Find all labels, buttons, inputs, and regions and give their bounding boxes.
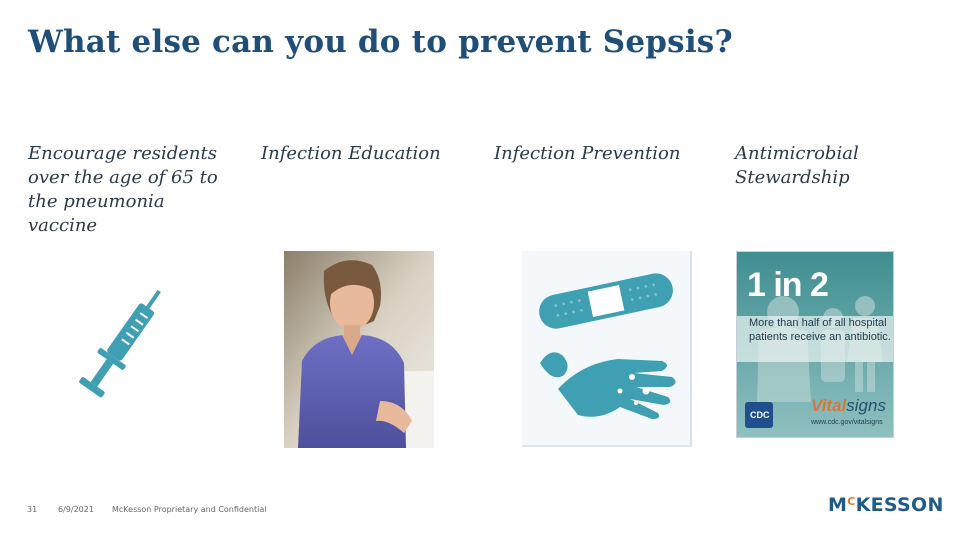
cdc-vitalsigns-poster [736,251,894,438]
logo-sup: C [847,495,856,508]
footer-date: 6/9/2021 [58,505,94,514]
vitalsigns-brand [811,396,886,416]
footer-confidential: McKesson Proprietary and Confidential [112,505,267,514]
column-text-prevention: Infection Prevention [494,143,681,164]
logo-prefix: M [828,494,848,516]
poster-url: www.cdc.gov/vitalsigns [811,419,883,426]
column-text-stewardship: Antimicrobial Stewardship [735,143,859,188]
mckesson-logo [828,494,944,516]
column-text-education: Infection Education [261,143,441,164]
cdc-badge-label: CDC [750,410,770,420]
column-text-vaccine: Encourage residents over the age of 65 to the pneumonia vaccine [28,143,218,236]
poster-headline: 1 in 2 [747,266,828,304]
page-number: 31 [27,505,38,514]
nurse-photo [284,251,434,448]
syringe-icon [68,280,168,420]
poster-body: More than half of all hospital patients receive an antibiotic. [749,317,891,343]
logo-rest: KESSON [855,494,944,516]
vitalsigns-brand-signs: signs [846,396,886,415]
vitalsigns-brand-vital: Vital [811,396,847,415]
slide-title: What else can you do to prevent Sepsis? [28,24,733,60]
bandage-hand-icon [522,251,692,447]
